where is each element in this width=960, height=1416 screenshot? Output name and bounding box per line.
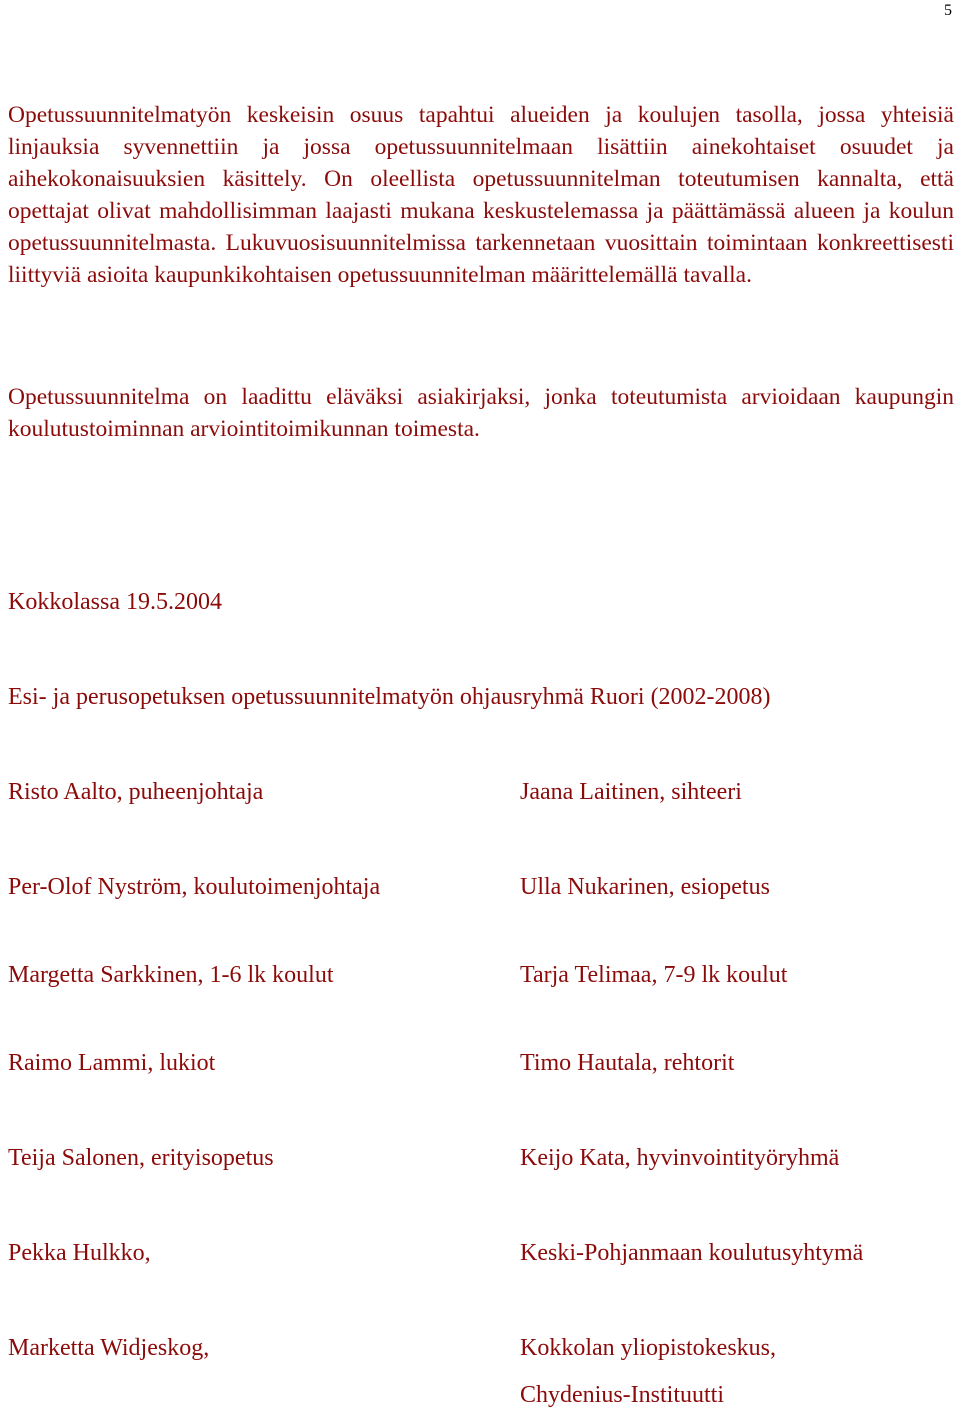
member-name: Kokkolan yliopistokeskus,	[520, 1335, 776, 1361]
member-name: Marketta Widjeskog,	[8, 1335, 210, 1361]
member-name: Raimo Lammi, lukiot	[8, 1050, 216, 1076]
member-name: Jaana Laitinen, sihteeri	[520, 779, 742, 805]
member-name: Keijo Kata, hyvinvointityöryhmä	[520, 1145, 840, 1171]
member-name: Keski-Pohjanmaan koulutusyhtymä	[520, 1240, 864, 1266]
member-name: Pekka Hulkko,	[8, 1240, 151, 1266]
place-date-line: Kokkolassa 19.5.2004	[8, 589, 222, 615]
member-affiliation: Chydenius-Instituutti	[520, 1382, 724, 1408]
member-name: Tarja Telimaa, 7-9 lk koulut	[520, 962, 788, 988]
member-name: Timo Hautala, rehtorit	[520, 1050, 735, 1076]
member-name: Ulla Nukarinen, esiopetus	[520, 874, 770, 900]
member-name: Per-Olof Nyström, koulutoimenjohtaja	[8, 874, 381, 900]
paragraph-process: Opetussuunnitelmatyön keskeisin osuus tapahtui alueiden ja koulujen tasolla, jossa yhteisiä linjauksia syvennettiin ja jossa opetussuunnitelmaan lisättiin ainekohtaiset osuudet ja aihekokonaisuuksien käsittely. On oleellista opetussuunnitelman toteutumisen kannalta, että opettajat olivat mahdollisimman laajasti mukana keskustelemassa ja päättämässä alueen ja koulun opetussuunnitelmasta. Lukuvuosisuunnitelmissa tarkennetaan vuosittain toimintaan konkreettisesti liittyviä asioita kaupunkikohtaisen opetussuunnitelman määrittelemällä tavalla.	[8, 102, 954, 288]
page-number: 5	[944, 2, 952, 19]
member-name: Risto Aalto, puheenjohtaja	[8, 779, 264, 805]
paragraph-living-document: Opetussuunnitelma on laadittu eläväksi asiakirjaksi, jonka toteutumista arvioidaan kaupungin koulutustoiminnan arviointitoimikunnan toimesta.	[8, 384, 954, 442]
member-name: Teija Salonen, erityisopetus	[8, 1145, 274, 1171]
member-name: Margetta Sarkkinen, 1-6 lk koulut	[8, 962, 334, 988]
steering-group-title: Esi- ja perusopetuksen opetussuunnitelmatyön ohjausryhmä Ruori (2002-2008)	[8, 684, 771, 710]
